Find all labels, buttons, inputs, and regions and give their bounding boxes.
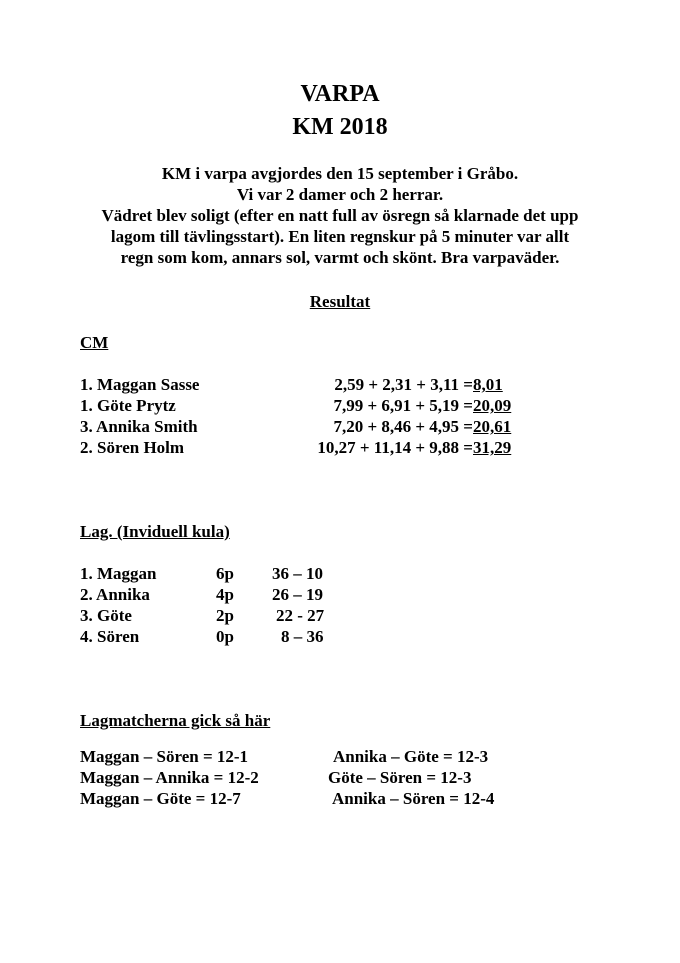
score-calculation: 10,27 + 11,14 + 9,88 = [317, 438, 473, 457]
player-name: 4. Sören [80, 627, 140, 646]
player-points: 0p [216, 627, 234, 646]
match-result: Maggan – Sören = 12-1 [80, 747, 249, 766]
player-score: 36 – 10 [272, 564, 323, 583]
match-result: Maggan – Göte = 12-7 [80, 789, 241, 808]
lag-heading: Lag. (Inviduell kula) [80, 522, 230, 541]
page-subtitle: KM 2018 [292, 114, 388, 140]
match-result: Göte – Sören = 12-3 [328, 768, 472, 787]
player-points: 4p [216, 585, 234, 604]
intro-line: Vädret blev soligt (efter en natt full av ösregn så klarnade det upp [101, 206, 579, 225]
player-name: 1. Maggan [80, 564, 157, 583]
resultat-heading: Resultat [309, 292, 371, 311]
intro-line: regn som kom, annars sol, varmt och skönt. Bra varpaväder. [120, 248, 560, 267]
score-total: 20,09 [473, 396, 512, 415]
cm-heading: CM [80, 333, 109, 352]
player-name: 3. Göte [80, 606, 132, 625]
score-total: 8,01 [473, 375, 503, 394]
score-total: 20,61 [473, 417, 512, 436]
player-score: 22 - 27 [276, 606, 325, 625]
match-result: Maggan – Annika = 12-2 [80, 768, 259, 787]
player-score: 26 – 19 [272, 585, 323, 604]
player-name: 3. Annika Smith [80, 417, 198, 436]
player-name: 2. Sören Holm [80, 438, 185, 457]
player-points: 2p [216, 606, 234, 625]
matches-heading: Lagmatcherna gick så här [80, 711, 271, 730]
score-total: 31,29 [473, 438, 512, 457]
page-title: VARPA [300, 81, 380, 107]
intro-line: KM i varpa avgjordes den 15 september i Gråbo. [161, 164, 519, 183]
player-name: 1. Maggan Sasse [80, 375, 200, 394]
intro-line: Vi var 2 damer och 2 herrar. [236, 185, 444, 204]
score-calculation: 7,99 + 6,91 + 5,19 = [333, 396, 473, 415]
intro-line: lagom till tävlingsstart). En liten regnskur på 5 minuter var allt [110, 227, 570, 246]
player-score: 8 – 36 [281, 627, 324, 646]
match-result: Annika – Sören = 12-4 [332, 789, 495, 808]
player-name: 2. Annika [80, 585, 150, 604]
player-name: 1. Göte Prytz [80, 396, 176, 415]
player-points: 6p [216, 564, 234, 583]
score-calculation: 2,59 + 2,31 + 3,11 = [334, 375, 473, 394]
score-calculation: 7,20 + 8,46 + 4,95 = [333, 417, 473, 436]
match-result: Annika – Göte = 12-3 [333, 747, 489, 766]
